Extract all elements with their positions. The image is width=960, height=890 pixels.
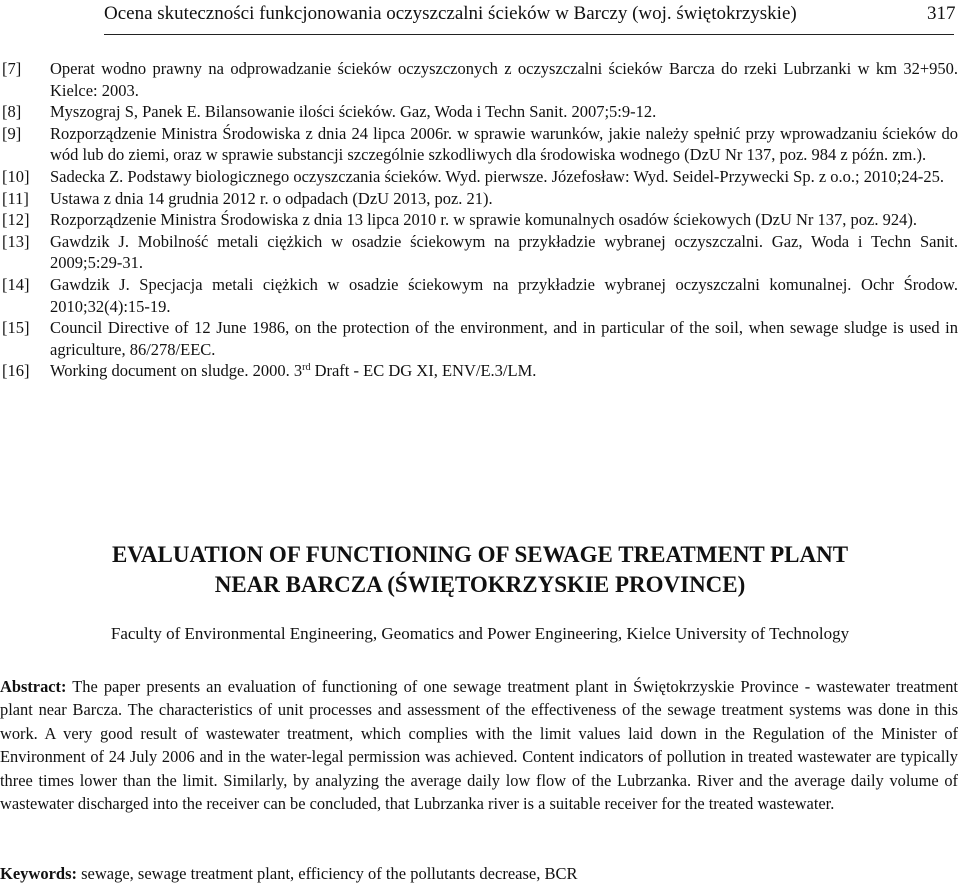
- reference-text: Gawdzik J. Mobilność metali ciężkich w osadzie ściekowym na przykładzie wybranej oczyszczalni. Gaz, Woda i Techn Sanit. 2009;5:29-31.: [50, 231, 958, 273]
- reference-number: [7]: [2, 59, 22, 78]
- reference-text: Sadecka Z. Podstawy biologicznego oczyszczania ścieków. Wyd. pierwsze. Józefosław: Wyd. Seidel-Przywecki Sp. z o.o.; 2010;24-25.: [50, 166, 944, 186]
- reference-number: [9]: [2, 123, 22, 143]
- reference-14: [0, 274, 958, 317]
- header-rule: [104, 34, 954, 35]
- reference-text: Ustawa z dnia 14 grudnia 2012 r. o odpadach (DzU 2013, poz. 21).: [50, 188, 493, 208]
- abstract-text: The paper presents an evaluation of functioning of one sewage treatment plant in Świętokrzyskie Province - wastewater treatment plant near Barcza. The characteristics of unit processes and assessment of the effectiveness of the sewage treatment systems was done in this work. A very good result of wastewater treatment, which complies with the limit values laid down in the Regulation of the Minister of Environment of 24 July 2006 and in the water-legal permission was achieved. Content indicators of pollution in treated wastewater are typically three times lower than the limit. Similarly, by analyzing the average daily low flow of the Lubrzanka. River and the average daily volume of wastewater discharged into the receiver can be concluded, that Lubrzanka river is a suitable receiver for the treated wastewater.: [0, 677, 958, 814]
- reference-text: Operat wodno prawny na odprowadzanie ścieków oczyszczonych z oczyszczalni ścieków Barcza do rzeki Lubrzanki w km 32+950. Kielce: 2003.: [50, 59, 958, 100]
- reference-list: [0, 58, 958, 382]
- running-header: [0, 0, 960, 40]
- english-title: [0, 540, 960, 600]
- reference-number: [11]: [2, 188, 29, 208]
- abstract: [0, 675, 958, 815]
- english-title-line-1: EVALUATION OF FUNCTIONING OF SEWAGE TREATMENT PLANT: [111, 542, 849, 567]
- page-number: 317: [927, 3, 956, 24]
- reference-number: [8]: [2, 102, 22, 122]
- reference-number: [12]: [2, 210, 30, 230]
- reference-11: [0, 188, 958, 210]
- reference-9: [0, 123, 958, 166]
- reference-text: Council Directive of 12 June 1986, on the protection of the environment, and in particular of the soil, when sewage sludge is used in agriculture, 86/278/EEC.: [50, 318, 958, 359]
- keywords-text: sewage, sewage treatment plant, efficiency of the pollutants decrease, BCR: [77, 864, 578, 883]
- reference-number: [16]: [2, 361, 30, 381]
- reference-text: [50, 361, 536, 380]
- abstract-label: Abstract:: [0, 677, 67, 696]
- reference-number: [14]: [2, 274, 30, 294]
- reference-text-end: Draft - EC DG XI, ENV/E.3/LM.: [310, 361, 537, 381]
- reference-7: [0, 58, 958, 101]
- reference-text: Rozporządzenie Ministra Środowiska z dnia 24 lipca 2006r. w sprawie warunków, jakie należy spełnić przy wprowadzaniu ścieków do wód lub do ziemi, oraz w sprawie substancji szczególnie szkodliwych dla środowiska wodnego (DzU Nr 137, poz. 984 z późn. zm.).: [50, 123, 958, 165]
- reference-15: [0, 317, 958, 360]
- reference-13: [0, 231, 958, 274]
- keywords: [0, 864, 958, 884]
- reference-number: [15]: [2, 318, 30, 338]
- reference-text: Myszograj S, Panek E. Bilansowanie ilości ścieków. Gaz, Woda i Techn Sanit. 2007;5:9-12.: [50, 102, 657, 122]
- reference-number: [13]: [2, 231, 30, 251]
- ordinal-superscript: rd: [302, 362, 311, 374]
- reference-text: Gawdzik J. Specjacja metali ciężkich w osadzie ściekowym na przykładzie wybranej oczyszczalni komunalnej. Ochr Środow. 2010;32(4):15-19.: [50, 274, 958, 316]
- reference-16: [0, 360, 958, 382]
- reference-text: Rozporządzenie Ministra Środowiska z dnia 13 lipca 2010 r. w sprawie komunalnych osadów ściekowych (DzU Nr 137, poz. 924).: [50, 210, 917, 230]
- affiliation: Faculty of Environmental Engineering, Geomatics and Power Engineering, Kielce University of Technology: [110, 624, 850, 643]
- reference-text-start: Working document on sludge. 2000. 3: [50, 361, 303, 381]
- english-title-line-2: NEAR BARCZA (ŚWIĘTOKRZYSKIE PROVINCE): [214, 572, 746, 597]
- running-title: Ocena skuteczności funkcjonowania oczyszczalni ścieków w Barczy (woj. świętokrzyskie): [104, 3, 797, 24]
- reference-10: [0, 166, 958, 188]
- reference-12: [0, 209, 958, 231]
- reference-number: [10]: [2, 166, 30, 186]
- keywords-label: Keywords:: [0, 864, 77, 883]
- reference-8: [0, 101, 958, 123]
